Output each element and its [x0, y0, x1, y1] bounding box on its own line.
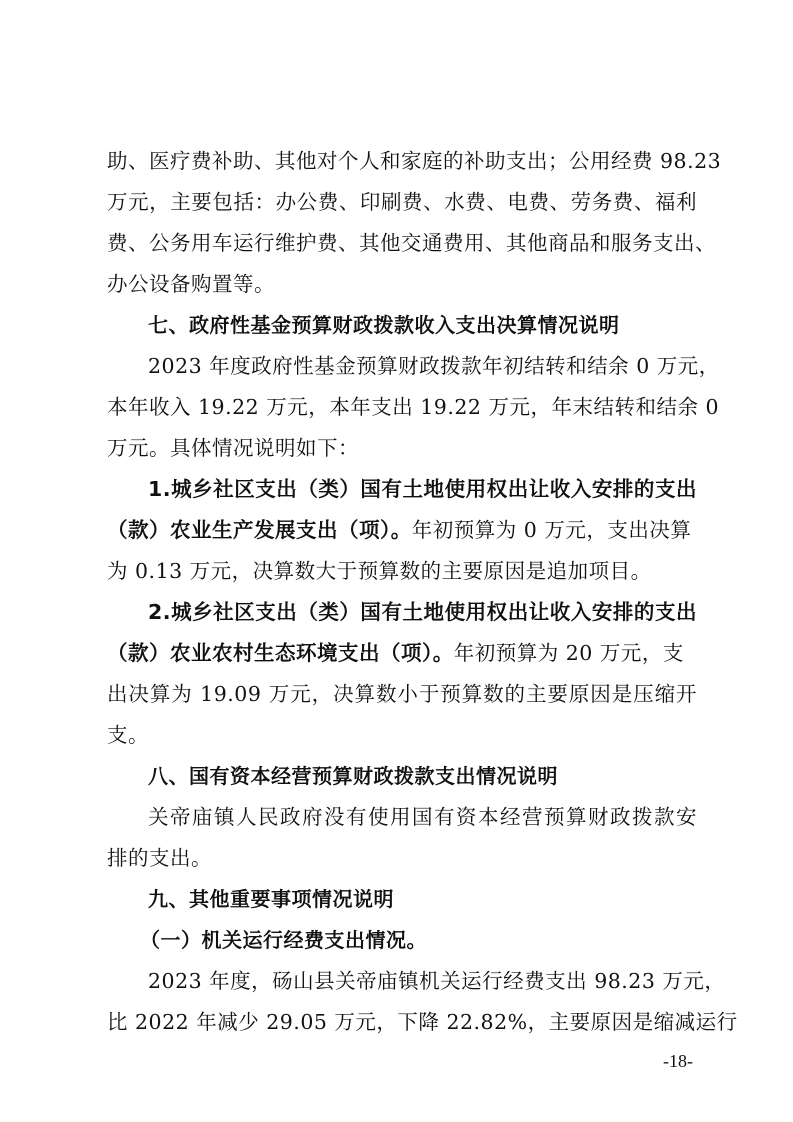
section-heading-9: 九、其他重要事项情况说明	[148, 887, 394, 911]
text-line: 2023 年度政府性基金预算财政拨款年初结转和结余 0 万元，	[148, 354, 720, 378]
subsection-heading-1: （一）机关运行经费支出情况。	[140, 928, 427, 952]
item-text: 年初预算为 0 万元，支出决算	[411, 518, 692, 542]
text-line: 为 0.13 万元，决算数大于预算数的主要原因是追加项目。	[107, 559, 652, 583]
text-line: 2023 年度，砀山县关帝庙镇机关运行经费支出 98.23 万元，	[148, 969, 726, 993]
text-line: 出决算为 19.09 万元，决算数小于预算数的主要原因是压缩开	[107, 682, 697, 706]
text-line: 万元。具体情况说明如下：	[107, 436, 359, 460]
item-heading-1: 1.城乡社区支出（类）国有土地使用权出让收入安排的支出	[148, 477, 697, 501]
text-line: 助、医疗费补助、其他对个人和家庭的补助支出；公用经费 98.23	[107, 149, 722, 173]
text-line: 办公设备购置等。	[107, 272, 275, 296]
text-line: 费、公务用车运行维护费、其他交通费用、其他商品和服务支出、	[107, 231, 716, 255]
text-line: 支。	[107, 723, 149, 747]
text-line	[107, 516, 697, 544]
item-subheading: （款）农业生产发展支出（项）。	[107, 518, 412, 542]
text-line: 本年收入 19.22 万元，本年支出 19.22 万元，年末结转和结余 0	[107, 395, 719, 419]
section-heading-8: 八、国有资本经营预算财政拨款支出情况说明	[148, 764, 558, 788]
item-heading-2: 2.城乡社区支出（类）国有土地使用权出让收入安排的支出	[148, 600, 697, 624]
text-line: 关帝庙镇人民政府没有使用国有资本经营预算财政拨款安	[148, 805, 697, 829]
text-line: 比 2022 年减少 29.05 万元，下降 22.82%，主要原因是缩减运行	[107, 1010, 738, 1034]
text-line: 排的支出。	[107, 846, 212, 870]
item-text: 年初预算为 20 万元，支	[453, 641, 684, 665]
section-heading-7: 七、政府性基金预算财政拨款收入支出决算情况说明	[148, 313, 620, 337]
text-line	[107, 639, 697, 667]
item-subheading: （款）农业农村生态环境支出（项）。	[107, 641, 454, 665]
text-line: 万元，主要包括：办公费、印刷费、水费、电费、劳务费、福利	[107, 190, 697, 214]
page-number: -18-	[663, 1051, 693, 1071]
